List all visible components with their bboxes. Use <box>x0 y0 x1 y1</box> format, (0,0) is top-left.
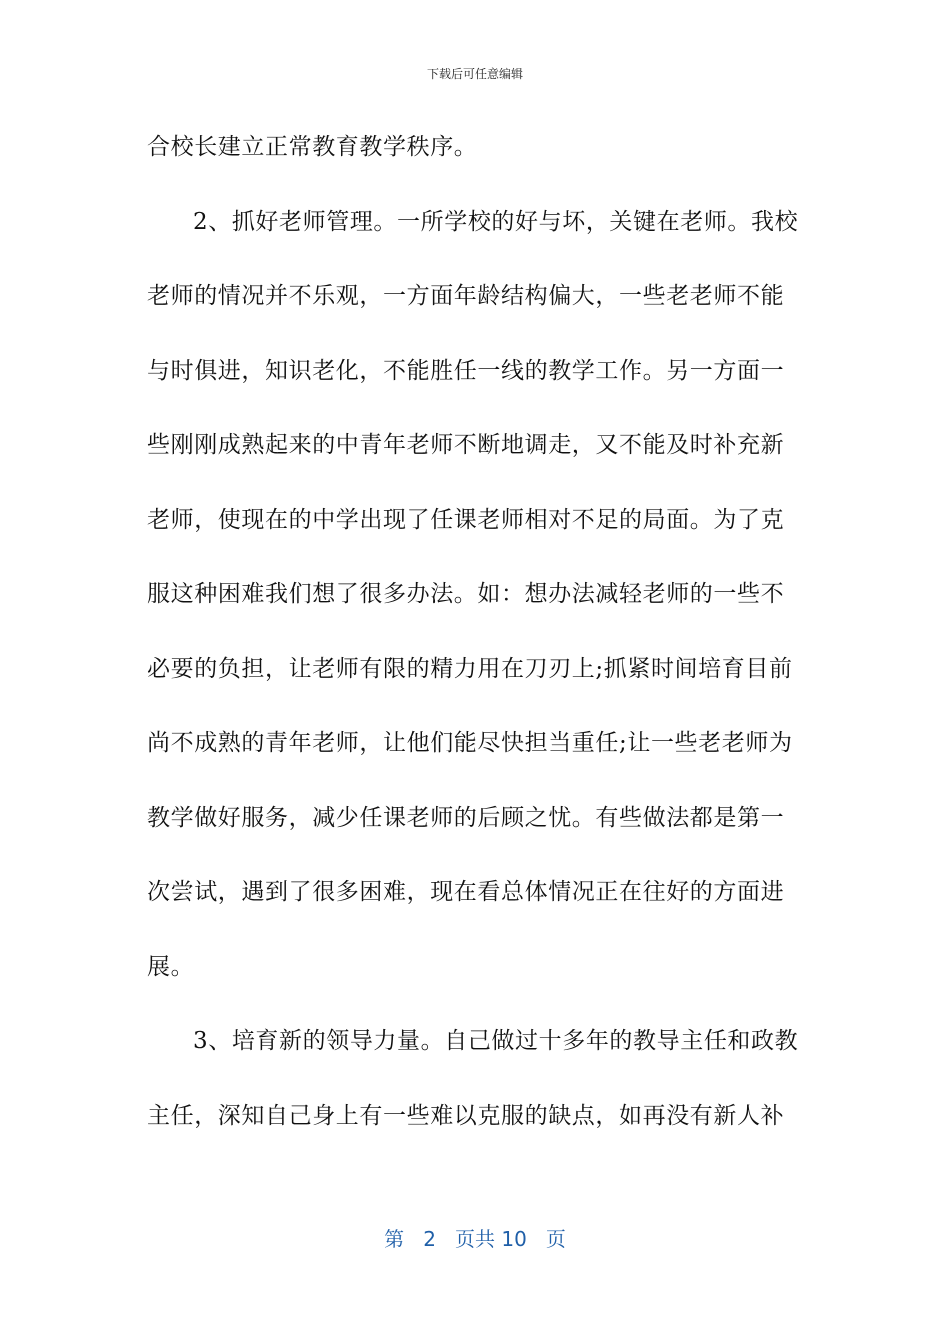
document-body <box>147 124 807 1167</box>
page-header <box>0 66 950 82</box>
paragraph-line: 主任，深知自己身上有一些难以克服的缺点，如再没有新人补 <box>147 1102 785 1129</box>
page-footer <box>0 1226 950 1252</box>
footer-prefix: 第 <box>384 1227 405 1251</box>
paragraph-line: 与时俱进，知识老化，不能胜任一线的教学工作。另一方面一 <box>147 357 785 384</box>
paragraph-line: 次尝试，遇到了很多困难，现在看总体情况正在往好的方面进 <box>147 879 785 905</box>
footer-middle: 页共 <box>455 1227 495 1251</box>
paragraph-line: 必要的负担，让老师有限的精力用在刀刃上;抓紧时间培育目前 <box>147 655 793 682</box>
paragraph-line: 些刚刚成熟起来的中青年老师不断地调走，又不能及时补充新 <box>147 432 785 458</box>
footer-total-pages: 10 <box>501 1227 527 1251</box>
footer-page-number: 2 <box>423 1227 436 1251</box>
paragraph-line: 尚不成熟的青年老师，让他们能尽快担当重任;让一些老老师为 <box>147 730 793 756</box>
paragraph-line: 2、抓好老师管理。一所学校的好与坏，关键在老师。我校 <box>193 208 799 235</box>
paragraph-line: 展。 <box>147 953 195 980</box>
paragraph-line: 服这种困难我们想了很多办法。如：想办法减轻老师的一些不 <box>147 581 785 607</box>
paragraph-line: 3、培育新的领导力量。自己做过十多年的教导主任和政教 <box>193 1028 799 1054</box>
footer-suffix: 页 <box>545 1227 566 1251</box>
paragraph-line: 老师，使现在的中学出现了任课老师相对不足的局面。为了克 <box>147 506 785 533</box>
page-header-text: 下载后可任意编辑 <box>426 67 523 81</box>
paragraph-line: 教学做好服务，减少任课老师的后顾之忧。有些做法都是第一 <box>147 804 785 831</box>
paragraph-line: 合校长建立正常教育教学秩序。 <box>147 134 478 160</box>
paragraph-line: 老师的情况并不乐观，一方面年龄结构偏大，一些老老师不能 <box>147 283 785 309</box>
